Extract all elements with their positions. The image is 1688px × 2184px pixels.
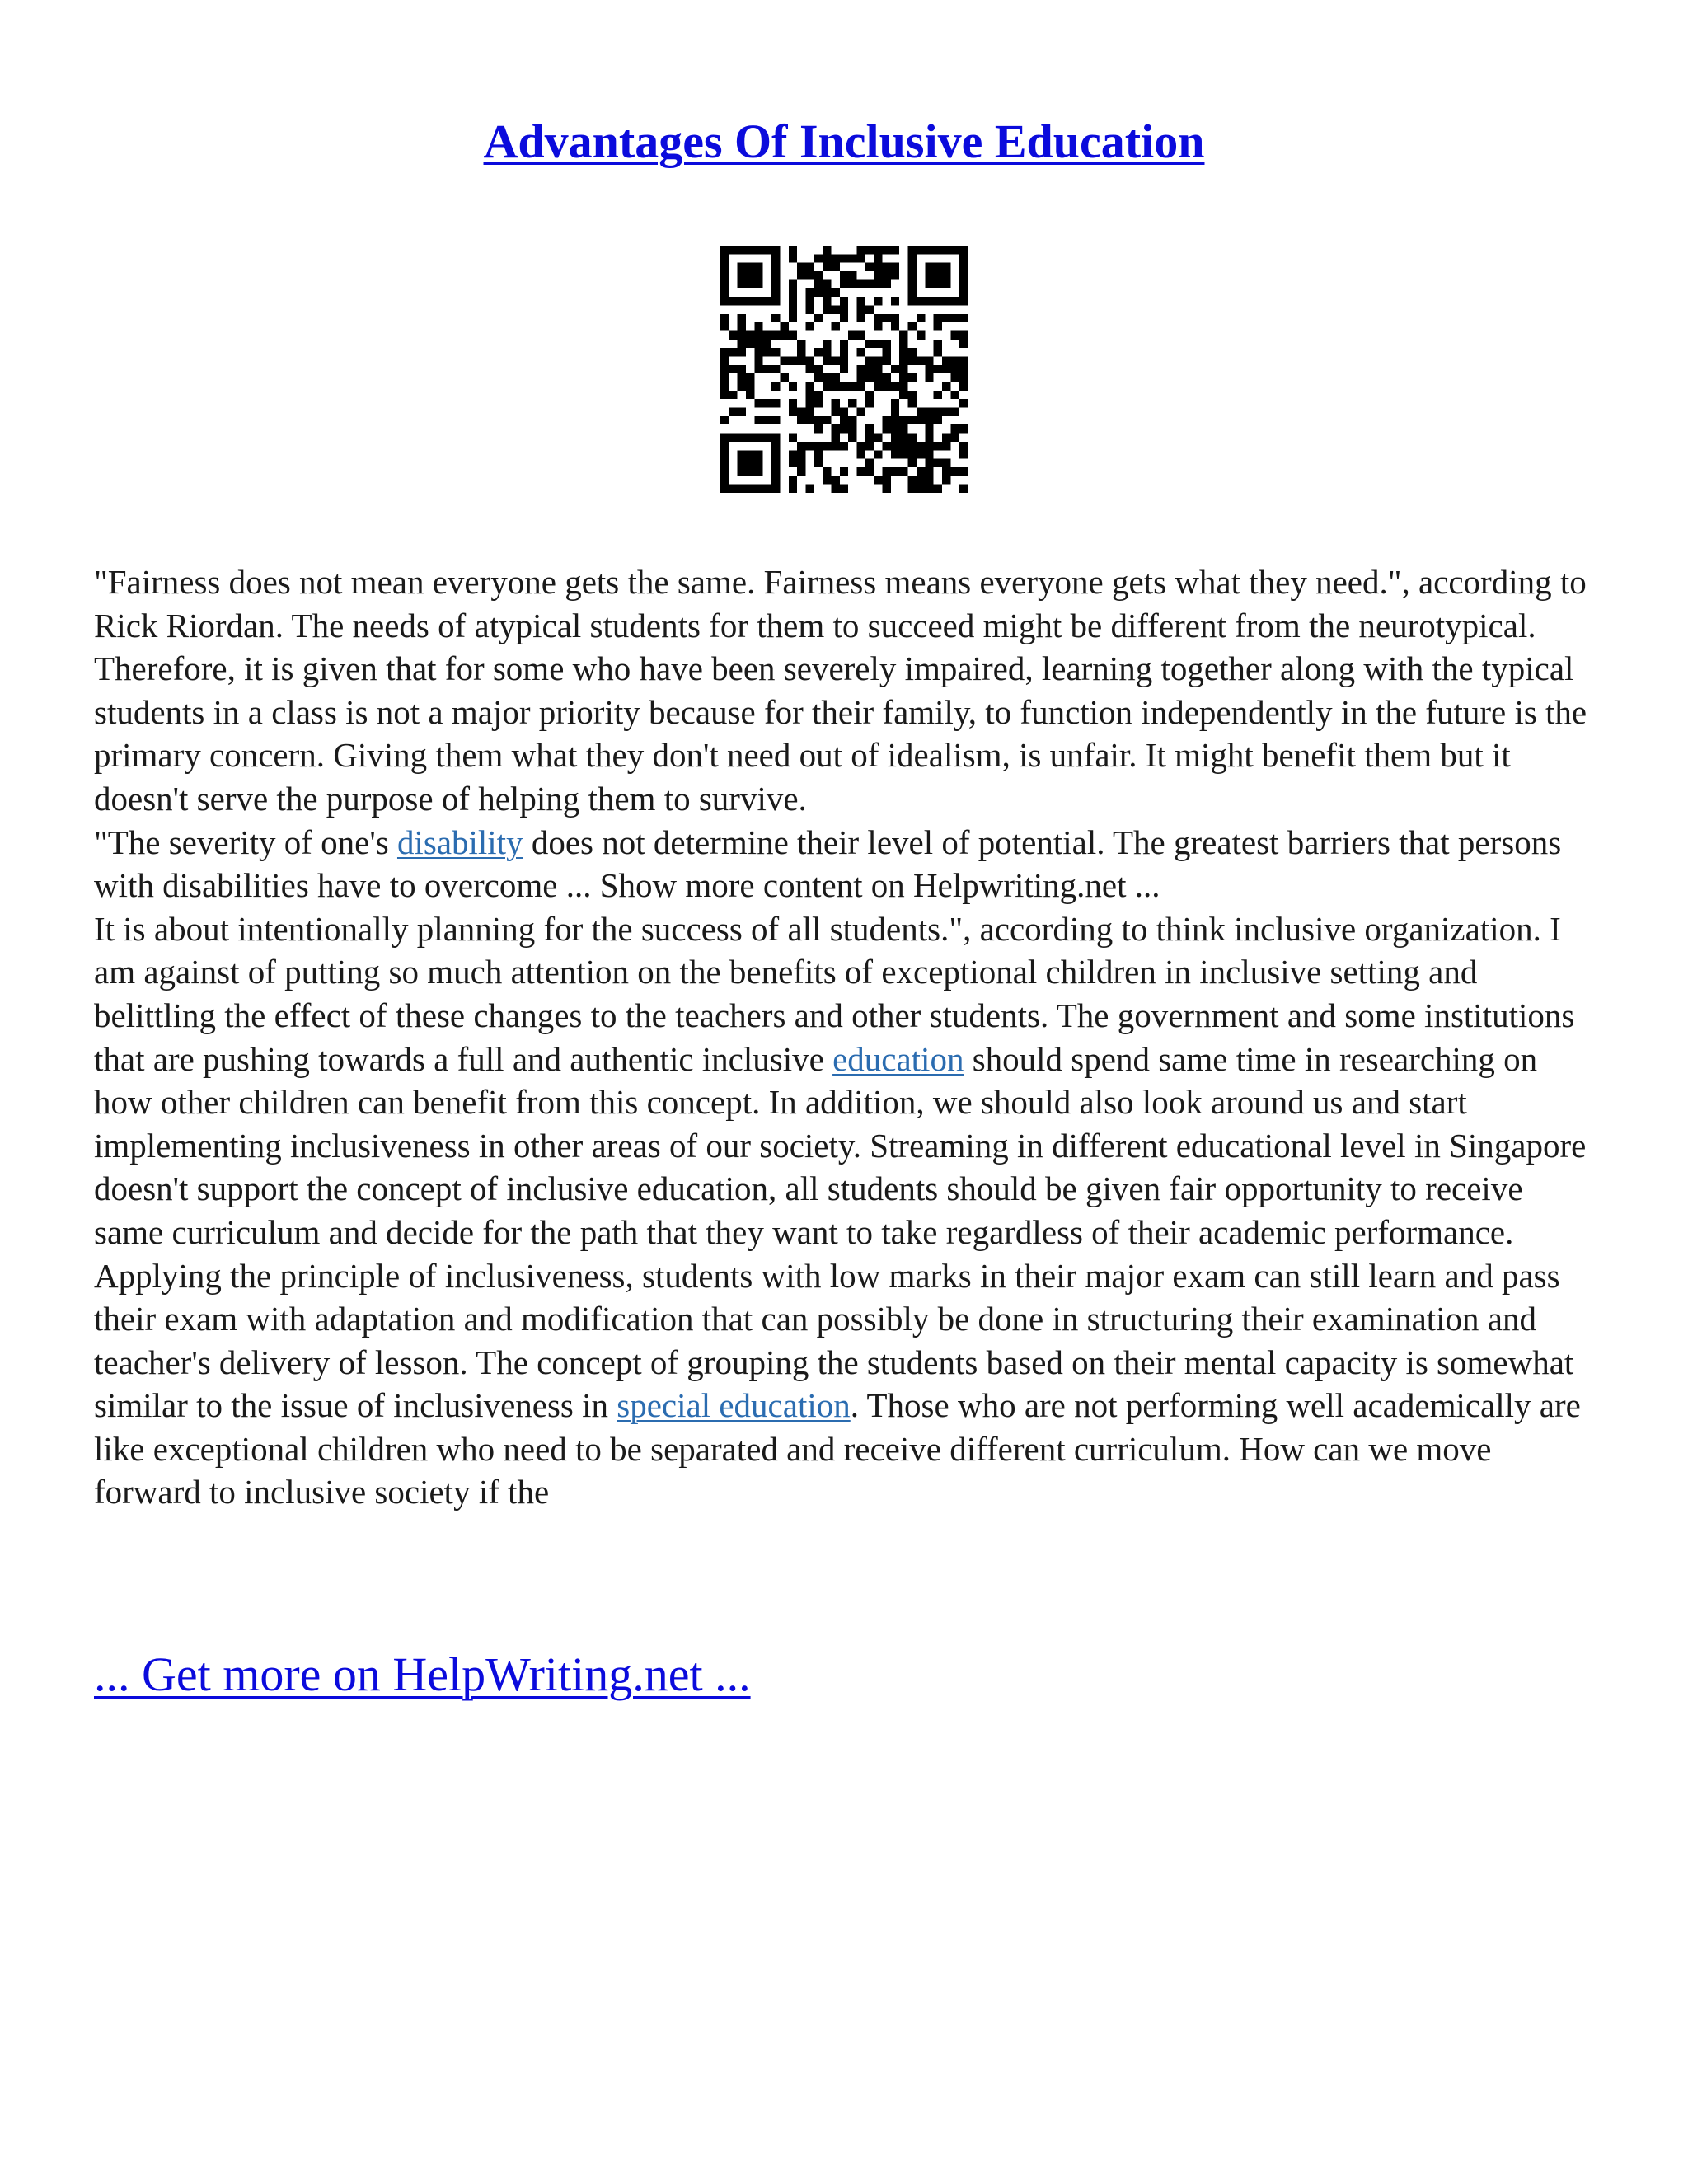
- paragraph-2-text-a: "The severity of one's: [94, 823, 397, 861]
- disability-link[interactable]: disability: [396, 823, 523, 861]
- qr-code-icon: [720, 246, 968, 493]
- education-link[interactable]: education: [832, 1039, 964, 1078]
- page-title-link[interactable]: Advantages Of Inclusive Education: [483, 115, 1205, 168]
- paragraph-1: "Fairness does not mean everyone gets the same. Fairness means everyone gets what they need.", according to Rick Riordan. The needs of atypical students for them to succeed might be different from the neurotypical. Therefore, it is given that for some who have been severely impaired, learning together along with the typical students in a class is not a major priority because for their family, to function independently in the future is the primary concern. Giving them what they don't need out of idealism, is unfair. It might benefit them but it doesn't serve the purpose of helping them to survive.: [94, 563, 1587, 818]
- title-container: [94, 114, 1594, 169]
- paragraph-2: [94, 821, 1594, 907]
- paragraph-3-text-c: . Those who are not performing well academically are like exceptional children who need to be separated and receive different curriculum. How can we move forward to inclusive society if the: [94, 1386, 1581, 1511]
- essay-body: [94, 560, 1594, 1514]
- paragraph-3-text-b: should spend same time in researching on how other children can benefit from this concept. In addition, we should also look around us and start implementing inclusiveness in other areas of our society. Streaming in different educational level in Singapore doesn't support the concept of inclusive education, all students should be given fair opportunity to receive same curriculum and decide for the path that they want to take regardless of their academic performance. Applying the principle of inclusiveness, students with low marks in their major exam can still learn and pass their exam with adaptation and modification that can possibly be done in structuring their examination and teacher's delivery of lesson. The concept of grouping the students based on their mental capacity is somewhat similar to the issue of inclusiveness in: [94, 1039, 1587, 1425]
- paragraph-2-text-b: does not determine their level of potential. The greatest barriers that persons with disabilities have to overcome ... Show more content on Helpwriting.net ...: [94, 823, 1562, 905]
- special-education-link[interactable]: special education: [617, 1386, 851, 1425]
- more-link-container: [94, 1647, 751, 1702]
- get-more-link[interactable]: ... Get more on HelpWriting.net ...: [94, 1647, 751, 1701]
- paragraph-3-text-a: It is about intentionally planning for the success of all students.", according to think inclusive organization. I am against of putting so much attention on the benefits of exceptional children in inclusive setting and belittling the effect of these changes to the teachers and other students. The government and some institutions that are pushing towards a full and authentic inclusive: [94, 909, 1575, 1078]
- paragraph-3: [94, 907, 1594, 1514]
